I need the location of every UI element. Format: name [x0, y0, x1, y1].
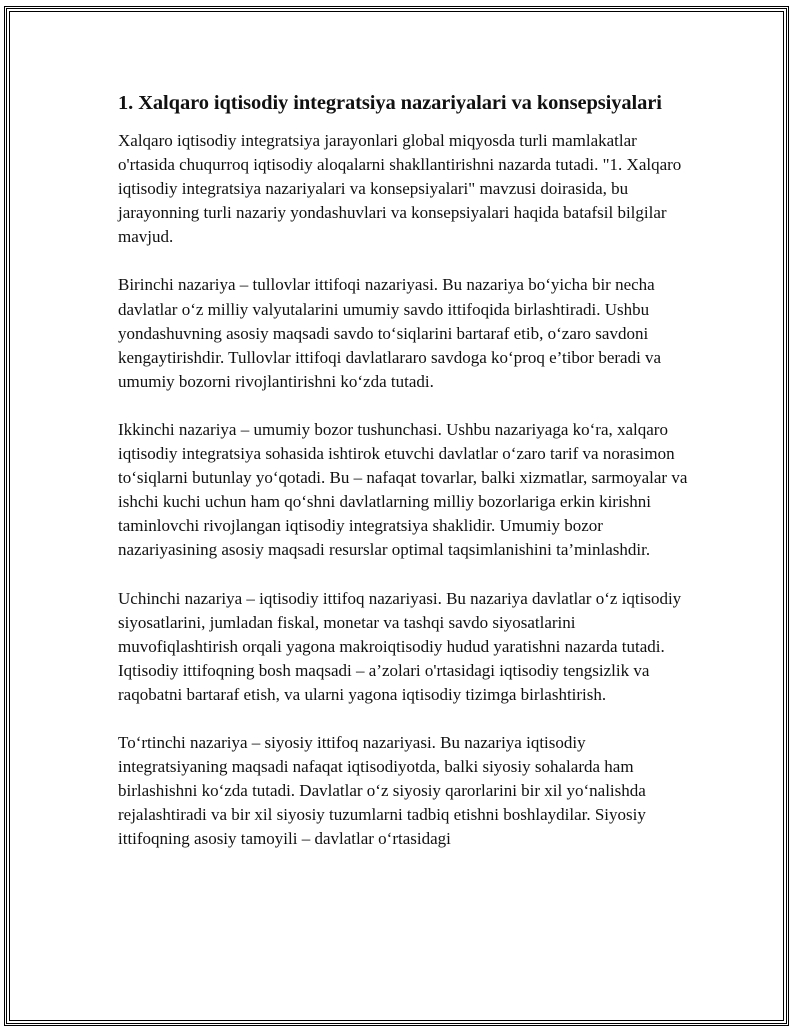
- paragraph-intro: Xalqaro iqtisodiy integratsiya jarayonlari global miqyosda turli mamlakatlar o'rtasida chuqurroq iqtisodiy aloqalarni shakllantirishni nazarda tutadi. "1. Xalqaro iqtisodiy integratsiya nazariyalari va konsepsiyalari" mavzusi doirasida, bu jarayonning turli nazariy yondashuvlari va konsepsiyalari haqida batafsil bilgilar mavjud.: [118, 131, 682, 247]
- document-title: 1. Xalqaro iqtisodiy integratsiya nazariyalari va konsepsiyalari: [118, 92, 662, 114]
- paragraph-first-theory: Birinchi nazariya – tullovlar ittifoqi nazariyasi. Bu nazariya bo‘yicha bir necha davlatlar o‘z milliy valyutalarini umumiy savdo ittifoqida birlashtiradi. Ushbu yondashuvning asosiy maqsadi savdo to‘siqlarini bartaraf etib, o‘zaro savdoni kengaytirishdir. Tullovlar ittifoqi davlatlararo savdoga ko‘proq e’tibor beradi va umumiy bozorni rivojlantirishni ko‘zda tutadi.: [118, 275, 662, 391]
- paragraph-second-theory: Ikkinchi nazariya – umumiy bozor tushunchasi. Ushbu nazariyaga ko‘ra, xalqaro iqtisodiy integratsiya sohasida ishtirok etuvchi davlatlar o‘zaro tarif va norasimon to‘siqlarni butunlay yo‘qotadi. Bu – nafaqat tovarlar, balki xizmatlar, sarmoyalar va ishchi kuchi uchun ham qo‘shni davlatlarning milliy bozorlariga erkin kirishni taminlovchi rivojlangan iqtisodiy integratsiya shaklidir. Umumiy bozor nazariyasining asosiy maqsadi resurslar optimal taqsimlanishini ta’minlashdir.: [118, 419, 688, 560]
- document-body: [118, 92, 688, 875]
- paragraph-third-theory: Uchinchi nazariya – iqtisodiy ittifoq nazariyasi. Bu nazariya davlatlar o‘z iqtisodiy siyosatlarini, jumladan fiskal, monetar va tashqi savdo siyosatlarini muvofiqlashtirish orqali yagona makroiqtisodiy hudud yaratishni nazarda tutadi. Iqtisodiy ittifoqning bosh maqsadi – a’zolari o'rtasidagi iqtisodiy tengsizlik va raqobatni bartaraf etish, va ularni yagona iqtisodiy tizimga birlashtirish.: [118, 588, 682, 704]
- paragraph-fourth-theory: To‘rtinchi nazariya – siyosiy ittifoq nazariyasi. Bu nazariya iqtisodiy integratsiyaning maqsadi nafaqat iqtisodiyotda, balki siyosiy sohalarda ham birlashishni ko‘zda tutadi. Davlatlar o‘z siyosiy qarorlarini bir xil yo‘nalishda rejalashtiradi va bir xil siyosiy tuzumlarni tadbiq etishni boshlaydilar. Siyosiy ittifoqning asosiy tamoyili – davlatlar o‘rtasidagi: [118, 732, 646, 849]
